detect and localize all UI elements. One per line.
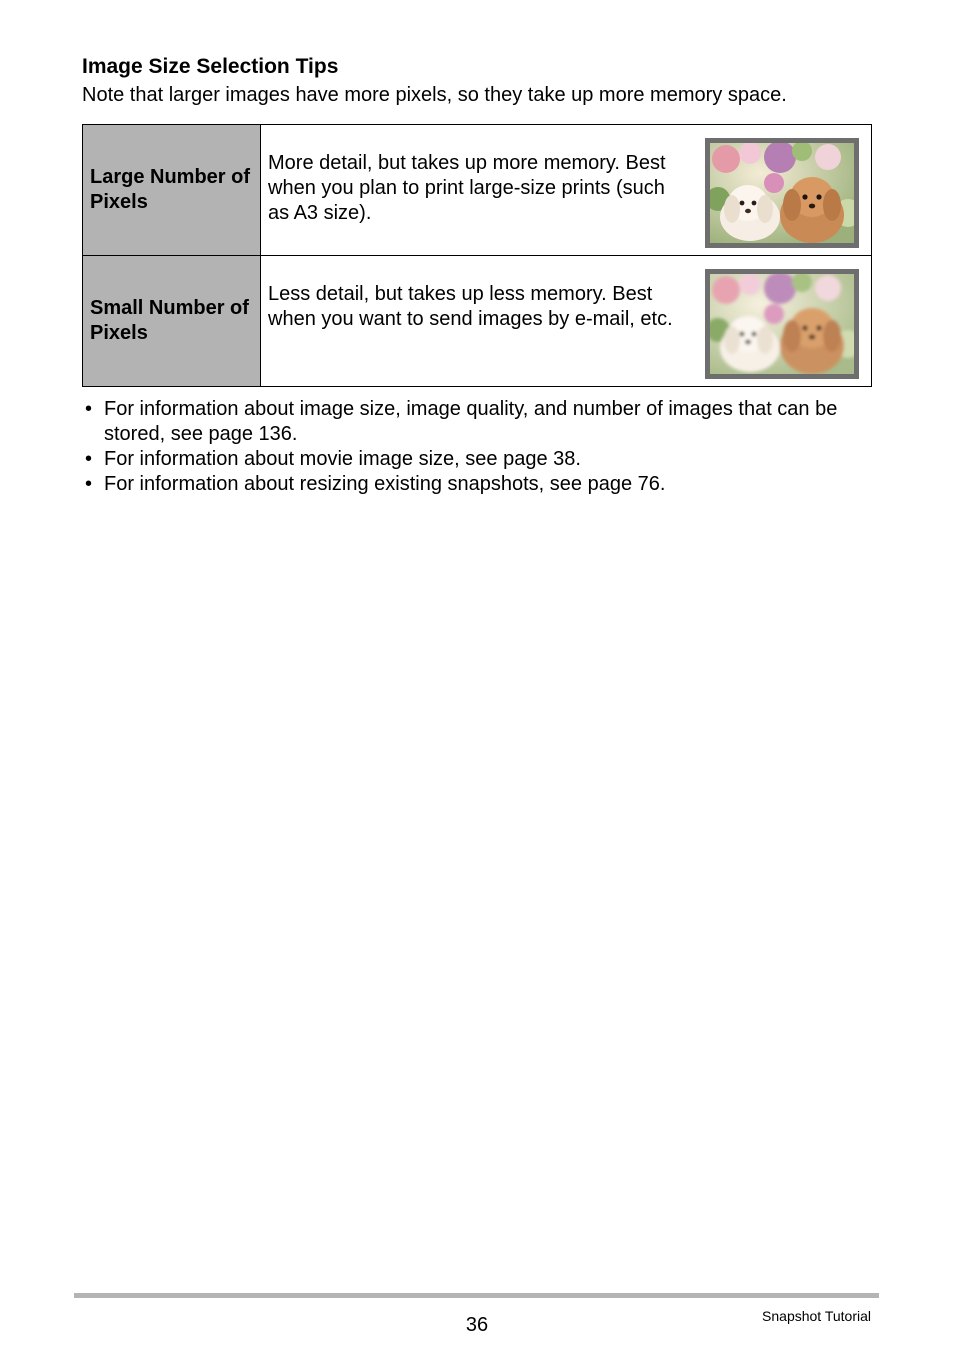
puppies-photo-sharp [710,143,854,243]
row-label: Large Number of Pixels [90,166,251,213]
list-item [82,472,882,497]
section-name: Snapshot Tutorial [762,1308,871,1324]
page-number: 36 [465,1314,489,1336]
section-heading: Image Size Selection Tips [82,55,339,78]
row-description: More detail, but takes up more memory. Best when you plan to print large-size prints (such as A3 size). [268,152,666,224]
puppies-photo-soft [710,274,854,374]
info-notes-list [82,397,882,497]
row-description-cell [261,125,872,256]
note-text: For information about resizing existing snapshots, see page 76. [104,473,666,495]
note-text: For information about movie image size, see page 38. [104,448,581,470]
row-label-cell [83,256,261,387]
row-description: Less detail, but takes up less memory. Best when you want to send images by e-mail, etc. [268,283,673,330]
sample-photo-small [705,269,859,379]
table-row [83,125,872,256]
list-item [82,397,882,447]
row-label: Small Number of Pixels [90,297,249,344]
bullet-icon: • [85,448,93,470]
footer-divider [74,1293,879,1298]
intro-paragraph: Note that larger images have more pixels, so they take up more memory space. [82,84,787,106]
row-label-cell [83,125,261,256]
sample-photo-large [705,138,859,248]
note-text: For information about image size, image quality, and number of images that can be stored, see page 136. [104,398,838,445]
image-size-table [82,124,872,387]
row-description-cell [261,256,872,387]
list-item [82,447,882,472]
table-row [83,256,872,387]
bullet-icon: • [85,473,93,495]
bullet-icon: • [85,398,93,420]
